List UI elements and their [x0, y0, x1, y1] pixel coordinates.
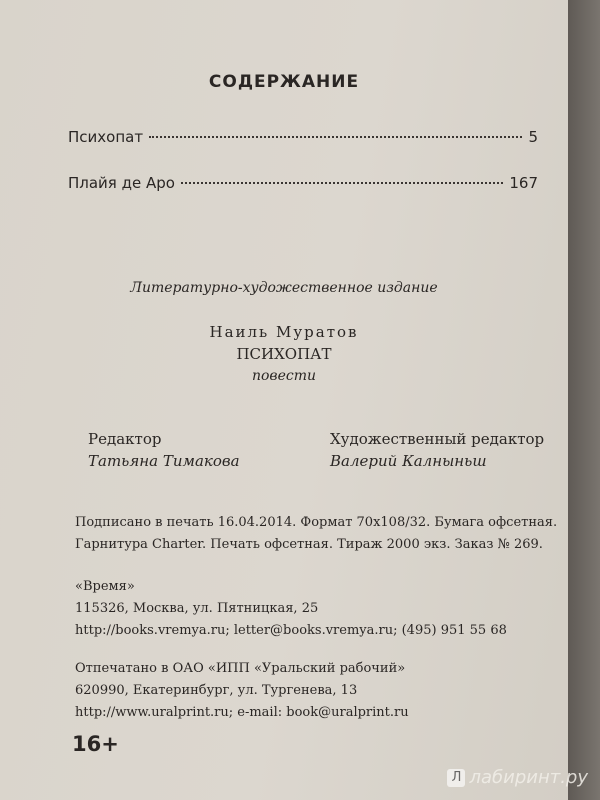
toc-entry [68, 174, 538, 192]
toc-leader-dots [149, 136, 522, 138]
print-info-line: Подписано в печать 16.04.2014. Формат 70х108/32. Бумага офсетная. [75, 515, 558, 530]
toc-entry-page: 5 [528, 128, 538, 146]
book-cover-edge [568, 0, 600, 800]
contents-title: СОДЕРЖАНИЕ [208, 72, 360, 92]
print-info [75, 512, 557, 556]
art-editor-name: Валерий Калныньш [330, 452, 487, 470]
labirint-logo-icon: Л [447, 769, 465, 787]
editor-label: Редактор [88, 430, 162, 448]
print-info-line: Гарнитура Charter. Печать офсетная. Тираж 2000 экз. Заказ № 269. [75, 537, 543, 552]
toc-entry-title: Плайя де Аро [68, 174, 175, 192]
watermark-text: лабиринт.ру [469, 767, 588, 788]
genre-line: Литературно-художественное издание [130, 280, 438, 296]
watermark [447, 767, 588, 788]
art-editor-label: Художественный редактор [330, 430, 545, 448]
printer-name: Отпечатано в ОАО «ИПП «Уральский рабочий» [75, 661, 406, 676]
editor-name: Татьяна Тимакова [88, 452, 240, 470]
printer-address: 620990, Екатеринбург, ул. Тургенева, 13 [75, 683, 358, 698]
publisher-name: «Время» [75, 579, 135, 594]
printer-contacts: http://www.uralprint.ru; e-mail: book@uralprint.ru [75, 705, 409, 720]
book-title: ПСИХОПАТ [236, 345, 332, 363]
toc-entry-title: Психопат [68, 128, 144, 146]
toc-leader-dots [181, 182, 503, 184]
age-rating: 16+ [72, 732, 119, 756]
toc-entry [68, 128, 538, 146]
publisher-address: 115326, Москва, ул. Пятницкая, 25 [75, 601, 319, 616]
toc-entry-page: 167 [509, 174, 538, 192]
publisher-info [75, 576, 507, 642]
publisher-contacts: http://books.vremya.ru; letter@books.vremya.ru; (495) 951 55 68 [75, 623, 507, 638]
author-name: Наиль Муратов [209, 323, 359, 341]
book-subtitle: повести [251, 368, 316, 384]
printer-info [75, 658, 409, 724]
